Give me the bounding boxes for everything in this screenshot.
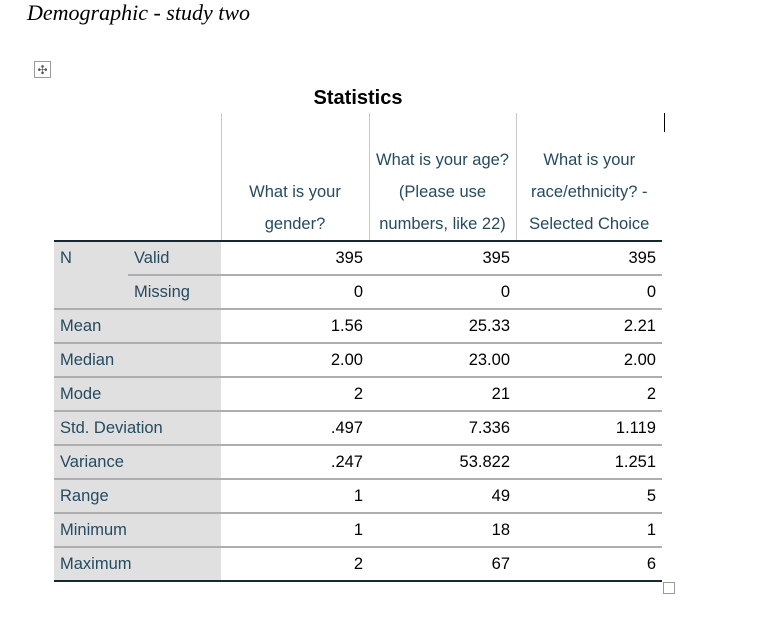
cell-value: 6 bbox=[516, 547, 662, 581]
table-row bbox=[54, 377, 662, 411]
table-row bbox=[54, 241, 662, 275]
row-label: Missing bbox=[128, 275, 221, 309]
cell-value: 0 bbox=[221, 275, 369, 309]
row-label: Mode bbox=[54, 377, 221, 411]
cell-value: 395 bbox=[516, 241, 662, 275]
cell-value: 23.00 bbox=[369, 343, 516, 377]
statistics-table bbox=[54, 113, 662, 582]
column-header-gender: What is your gender? bbox=[221, 113, 369, 241]
document-heading: Demographic - study two bbox=[27, 0, 251, 25]
cell-value: 2 bbox=[516, 377, 662, 411]
cell-value: 2 bbox=[221, 377, 369, 411]
table-row bbox=[54, 275, 662, 309]
row-label: Variance bbox=[54, 445, 221, 479]
cell-value: 67 bbox=[369, 547, 516, 581]
cell-value: 2.21 bbox=[516, 309, 662, 343]
row-label-spacer bbox=[54, 275, 128, 309]
row-label: Median bbox=[54, 343, 221, 377]
cell-value: 7.336 bbox=[369, 411, 516, 445]
cell-value: 53.822 bbox=[369, 445, 516, 479]
header-corner bbox=[54, 113, 221, 241]
row-label: Mean bbox=[54, 309, 221, 343]
cell-value: 21 bbox=[369, 377, 516, 411]
row-label: Minimum bbox=[54, 513, 221, 547]
cell-value: 18 bbox=[369, 513, 516, 547]
cell-value: 1 bbox=[516, 513, 662, 547]
cell-value: 2.00 bbox=[221, 343, 369, 377]
column-header-age: What is your age? (Please use numbers, like 22) bbox=[369, 113, 516, 241]
cell-value: 2.00 bbox=[516, 343, 662, 377]
cell-value: 5 bbox=[516, 479, 662, 513]
row-label-n: N bbox=[54, 241, 128, 275]
cell-value: 2 bbox=[221, 547, 369, 581]
cell-value: 25.33 bbox=[369, 309, 516, 343]
cell-value: 395 bbox=[369, 241, 516, 275]
text-cursor bbox=[664, 113, 665, 132]
table-title: Statistics bbox=[313, 87, 403, 109]
cell-value: 395 bbox=[221, 241, 369, 275]
row-label: Std. Deviation bbox=[54, 411, 221, 445]
cell-value: 0 bbox=[516, 275, 662, 309]
cell-value: 1.56 bbox=[221, 309, 369, 343]
table-row bbox=[54, 513, 662, 547]
table-row bbox=[54, 411, 662, 445]
table-row bbox=[54, 445, 662, 479]
cell-value: 1 bbox=[221, 513, 369, 547]
cell-value: 1.251 bbox=[516, 445, 662, 479]
row-label: Valid bbox=[128, 241, 221, 275]
row-label: Maximum bbox=[54, 547, 221, 581]
table-header-row bbox=[54, 113, 662, 241]
cell-value: 49 bbox=[369, 479, 516, 513]
column-header-race: What is your race/ethnicity? - Selected Choice bbox=[516, 113, 662, 241]
table-move-handle-icon[interactable]: ✣ bbox=[34, 61, 51, 78]
table-row bbox=[54, 309, 662, 343]
table-row bbox=[54, 547, 662, 581]
cell-value: .247 bbox=[221, 445, 369, 479]
cell-value: .497 bbox=[221, 411, 369, 445]
row-label: Range bbox=[54, 479, 221, 513]
cell-value: 1.119 bbox=[516, 411, 662, 445]
table-row bbox=[54, 479, 662, 513]
cell-value: 0 bbox=[369, 275, 516, 309]
cell-value: 1 bbox=[221, 479, 369, 513]
table-resize-handle[interactable] bbox=[663, 582, 675, 594]
table-row bbox=[54, 343, 662, 377]
